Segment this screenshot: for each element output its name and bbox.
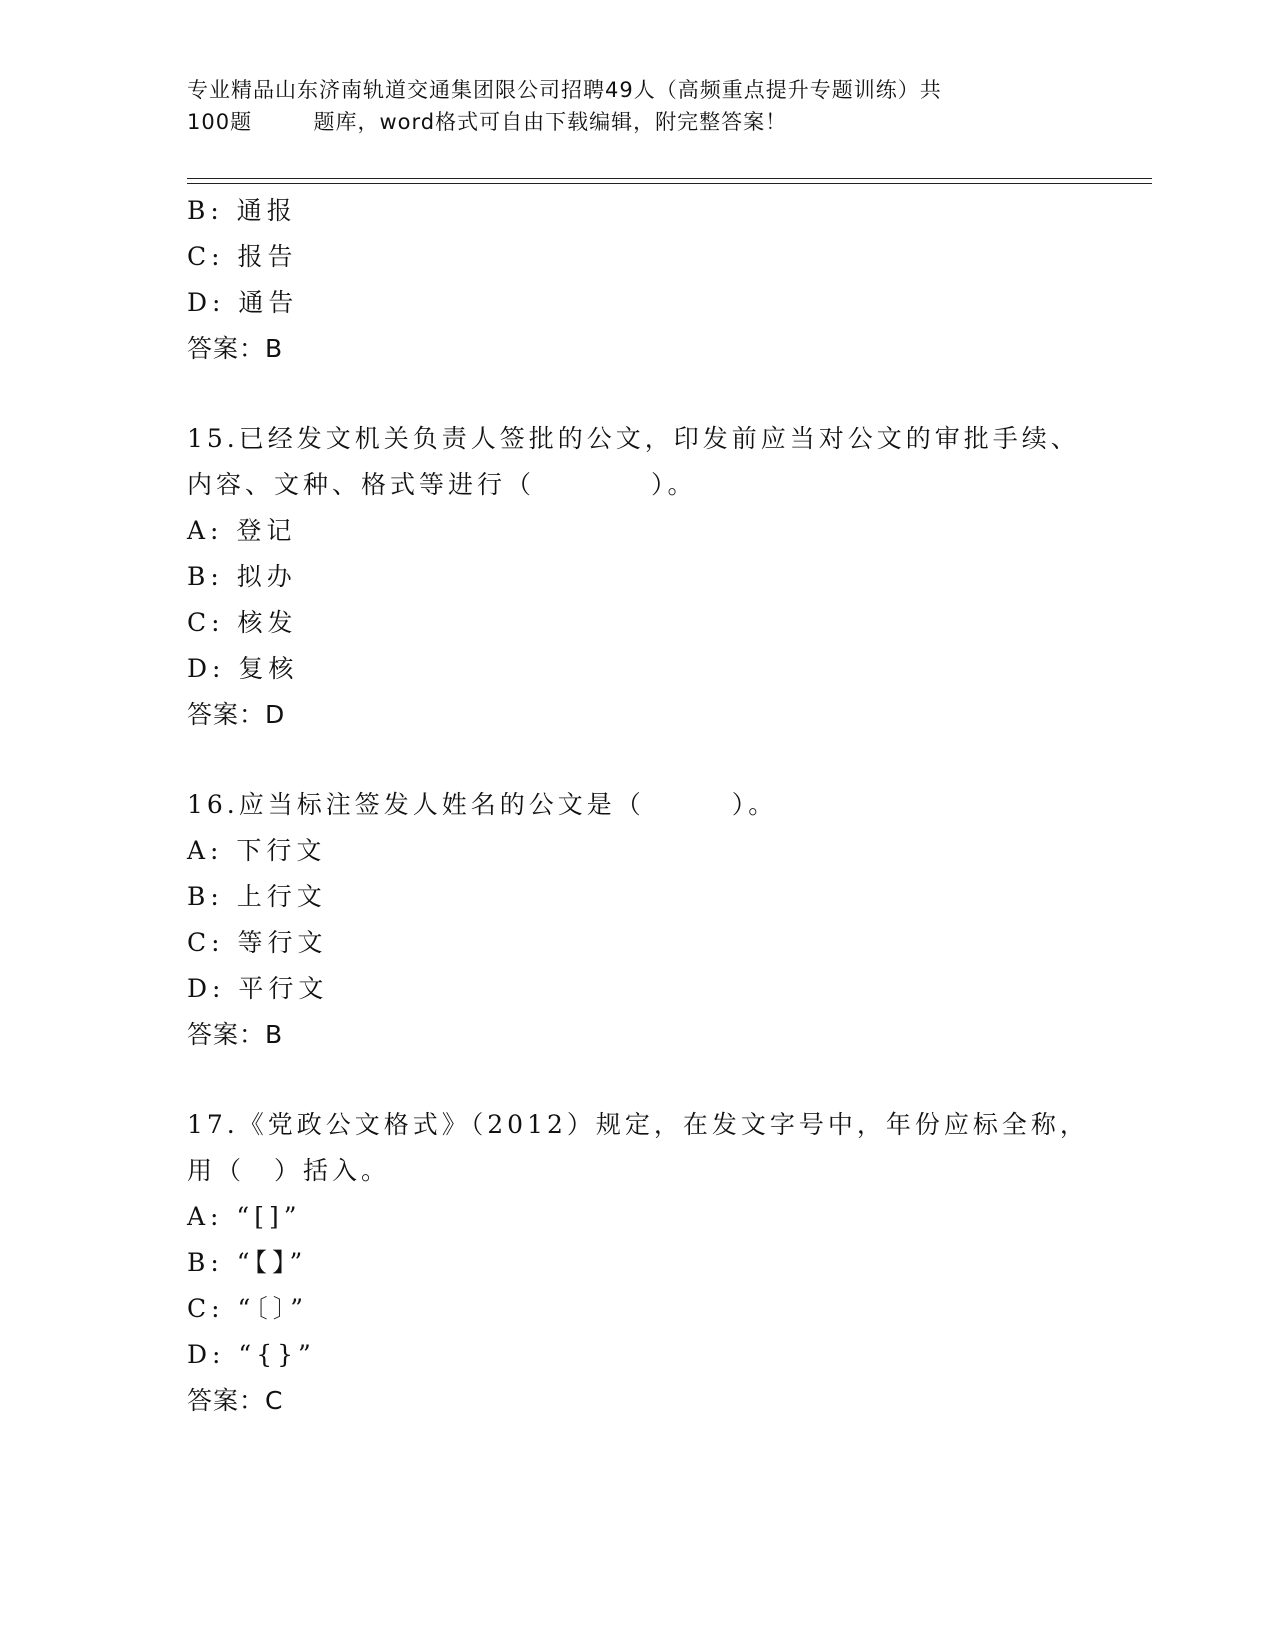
q17-answer: 答案：C [187,1386,284,1415]
q15-option-a: A: 登记 [187,516,297,545]
q15-option-c: C: 核发 [187,608,298,637]
q16-option-d: D: 平行文 [187,974,329,1003]
q17-text-line2: 用（ ）括入。 [187,1156,391,1185]
header-divider-top [187,178,1152,179]
spacer [187,372,1087,416]
question-14 [187,188,1087,372]
question-16 [187,782,1087,1058]
q15-option-d: D: 复核 [187,654,299,683]
q17-option-c: C: “〔〕” [187,1294,309,1323]
spacer [187,1058,1087,1102]
q16-option-c: C: 等行文 [187,928,328,957]
q16-answer: 答案：B [187,1020,284,1049]
q17-option-a: A: “[]” [187,1202,302,1231]
q17-text-line1: 17.《党政公文格式》（2012）规定，在发文字号中，年份应标全称， [187,1110,1089,1139]
header-title-line2: 100题 题库，word格式可自由下载编辑，附完整答案！ [187,110,788,134]
header-divider-bottom [187,183,1152,184]
question-list [187,188,1087,1424]
q15-option-b: B: 拟办 [187,562,297,591]
document-header [187,74,1067,138]
question-15 [187,416,1087,738]
question-17 [187,1102,1087,1424]
q15-text-line1: 15.已经发文机关负责人签批的公文，印发前应当对公文的审批手续、 [187,424,1080,453]
spacer [187,738,1087,782]
q15-text-line2: 内容、文种、格式等进行（ ）。 [187,470,697,499]
q15-answer: 答案：D [187,700,286,729]
header-title-line1: 专业精品山东济南轨道交通集团限公司招聘49人（高频重点提升专题训练）共 [187,78,942,102]
q16-text-line1: 16.应当标注签发人姓名的公文是（ ）。 [187,790,778,819]
q17-option-b: B: “【】” [187,1248,308,1277]
q14-option-d: D: 通告 [187,288,299,317]
q16-option-b: B: 上行文 [187,882,327,911]
q14-option-c: C: 报告 [187,242,298,271]
q14-option-b: B: 通报 [187,196,297,225]
q17-option-d: D: “{}” [187,1340,316,1369]
q14-answer: 答案：B [187,334,284,363]
q16-option-a: A: 下行文 [187,836,327,865]
